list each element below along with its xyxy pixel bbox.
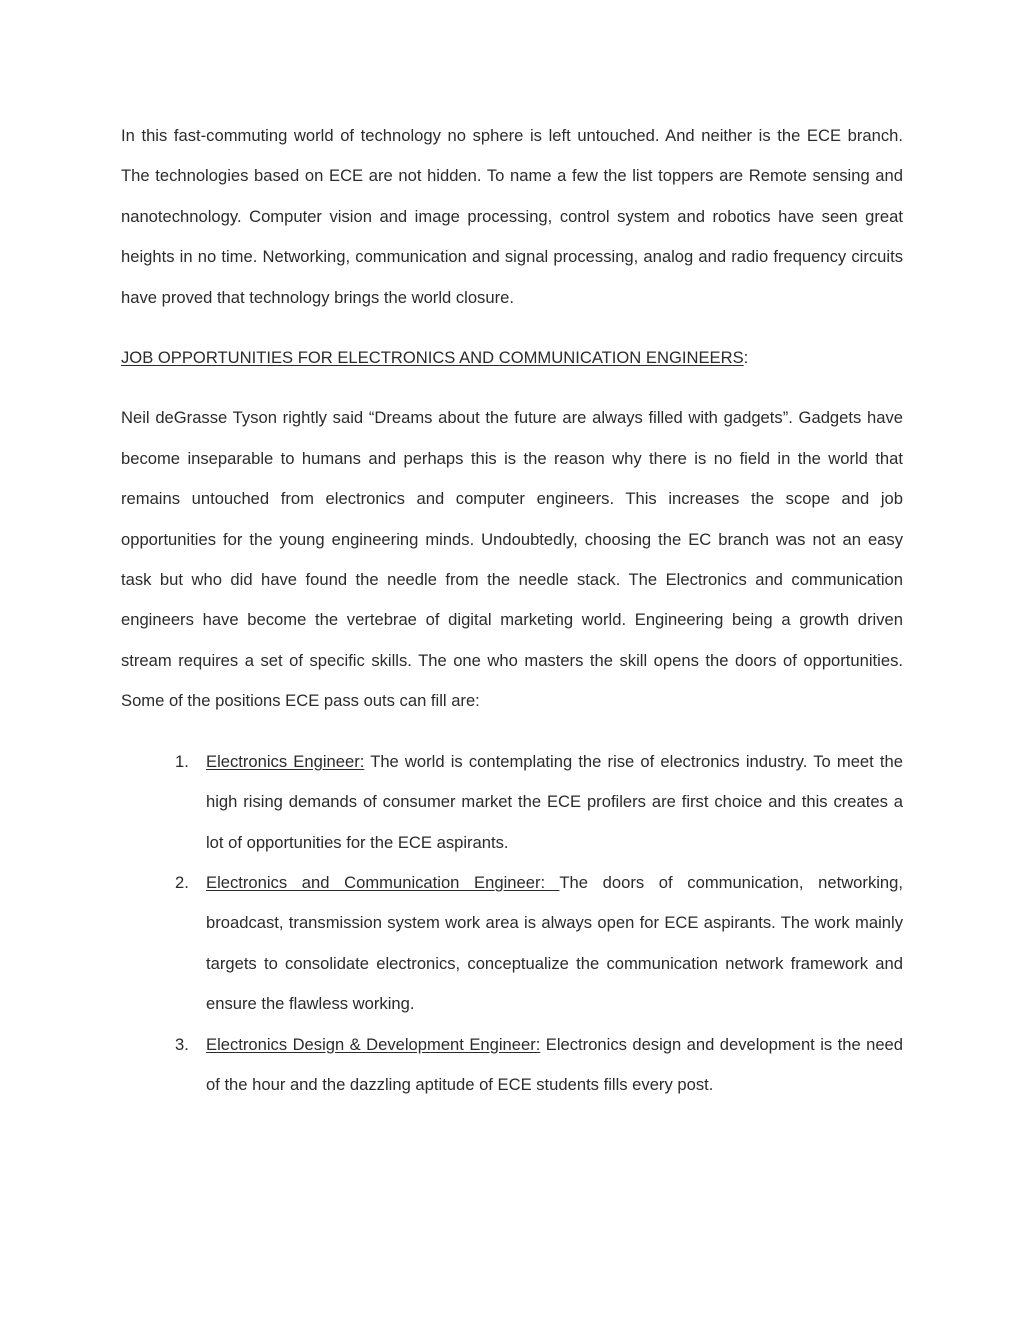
list-item-number: 2. <box>175 872 189 892</box>
section-heading-text: JOB OPPORTUNITIES FOR ELECTRONICS AND COMMUNICATION ENGINEERS <box>121 348 744 368</box>
positions-list <box>121 742 903 1106</box>
body-paragraph: Neil deGrasse Tyson rightly said “Dreams about the future are always filled with gadgets”. Gadgets have become inseparable to humans and perhaps this is the reason why there is no field in the world that remains untouched from electronics and computer engineers. This increases the scope and job opportunities for the young engineering minds. Undoubtedly, choosing the EC branch was not an easy task but who did have found the needle from the needle stack. The Electronics and communication engineers have become the vertebrae of digital marketing world. Engineering being a growth driven stream requires a set of specific skills. The one who masters the skill opens the doors of opportunities. Some of the positions ECE pass outs can fill are: <box>121 408 903 711</box>
section-heading-suffix: : <box>743 348 749 368</box>
list-item-number: 3. <box>175 1034 189 1054</box>
list-item-title: Electronics and Communication Engineer: <box>206 872 560 892</box>
list-item-text: Electronics design and development is the need of the hour and the dazzling aptitude of ECE students fills every post. <box>206 1034 903 1094</box>
intro-paragraph: In this fast-commuting world of technology no sphere is left untouched. And neither is the ECE branch. The technologies based on ECE are not hidden. To name a few the list toppers are Remote sensing and nanotechnology. Computer vision and image processing, control system and robotics have seen great heights in no time. Networking, communication and signal processing, analog and radio frequency circuits have proved that technology brings the world closure. <box>121 126 903 307</box>
list-item <box>121 742 903 863</box>
list-item-text: The doors of communication, networking, broadcast, transmission system work area is always open for ECE aspirants. The work mainly targets to consolidate electronics, conceptualize the communication network framework and ensure the flawless working. <box>206 872 903 1014</box>
list-item <box>121 1025 903 1106</box>
list-item-title: Electronics Design & Development Engineer: <box>206 1034 541 1054</box>
list-item-title: Electronics Engineer: <box>206 751 365 771</box>
list-item-text: The world is contemplating the rise of electronics industry. To meet the high rising demands of consumer market the ECE profilers are first choice and this creates a lot of opportunities for the ECE aspirants. <box>206 751 903 852</box>
list-item <box>121 863 903 1025</box>
list-item-number: 1. <box>175 751 189 771</box>
document-body <box>121 116 903 1105</box>
section-heading <box>121 338 903 378</box>
